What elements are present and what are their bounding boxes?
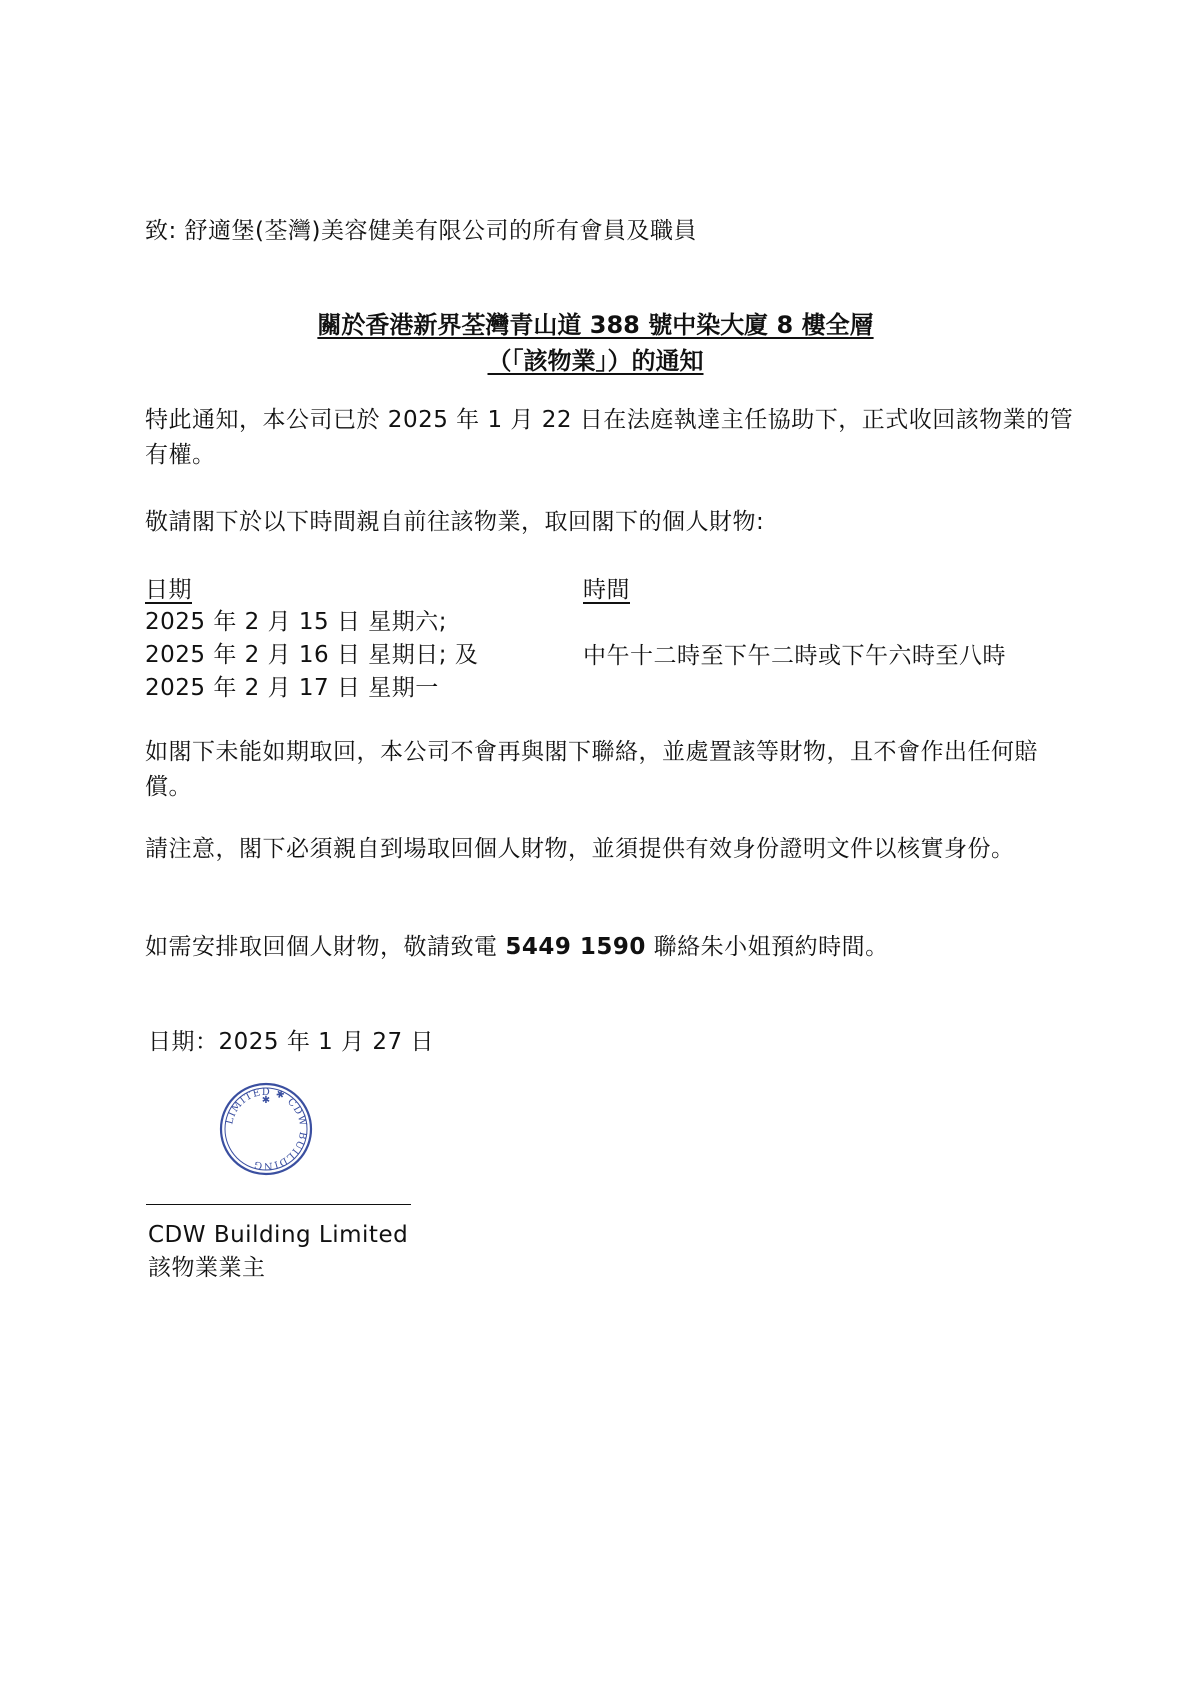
collection-paragraph: 敬請閣下於以下時間親自前往該物業，取回閣下的個人財物: [145, 509, 765, 535]
issue-date: 日期：2025 年 1 月 27 日 [148, 1029, 434, 1055]
repossession-paragraph: 特此通知，本公司已於 2025 年 1 月 22 日在法庭執達主任協助下，正式收回該物業的管有權。 [145, 407, 1074, 468]
collection-date: 2025 年 2 月 15 日 星期六; [145, 609, 448, 635]
signature-line [146, 1204, 411, 1205]
seal-text: LIMITED ✱ CDW BUILDING [224, 1086, 309, 1172]
identity-paragraph: 請注意，閣下必須親自到場取回個人財物，並須提供有效身份證明文件以核實身份。 [145, 836, 1015, 862]
seal-star-icon: ✱ [261, 1095, 271, 1106]
collection-date: 2025 年 2 月 16 日 星期日; 及 [145, 642, 479, 668]
date-column-header: 日期 [145, 577, 192, 603]
collection-dates-list [145, 606, 478, 705]
contact-paragraph [145, 930, 1080, 965]
signatory-company: CDW Building Limited [148, 1222, 409, 1248]
company-seal [216, 1079, 316, 1179]
notice-title-line1 [0, 308, 1191, 343]
notice-title-line2 [0, 344, 1191, 379]
collection-date: 2025 年 2 月 17 日 星期一 [145, 675, 439, 701]
disposal-paragraph: 如閣下未能如期取回，本公司不會再與閣下聯絡，並處置該等財物，且不會作出任何賠償。 [145, 739, 1038, 800]
contact-phone: 5449 1590 [505, 934, 646, 960]
notice-title-line1-text: 關於香港新界荃灣青山道 388 號中染大廈 8 樓全層 [317, 311, 874, 339]
notice-title-line2-text: （「該物業」）的通知 [487, 347, 704, 375]
signatory-role: 該物業業主 [148, 1255, 266, 1281]
time-column-header: 時間 [583, 577, 630, 603]
recipient-line: 致: 舒適堡(荃灣)美容健美有限公司的所有會員及職員 [145, 218, 698, 244]
contact-suffix: 聯絡朱小姐預約時間。 [645, 934, 889, 960]
collection-time: 中午十二時至下午二時或下午六時至八時 [583, 643, 1006, 669]
contact-prefix: 如需安排取回個人財物，敬請致電 [145, 934, 506, 960]
